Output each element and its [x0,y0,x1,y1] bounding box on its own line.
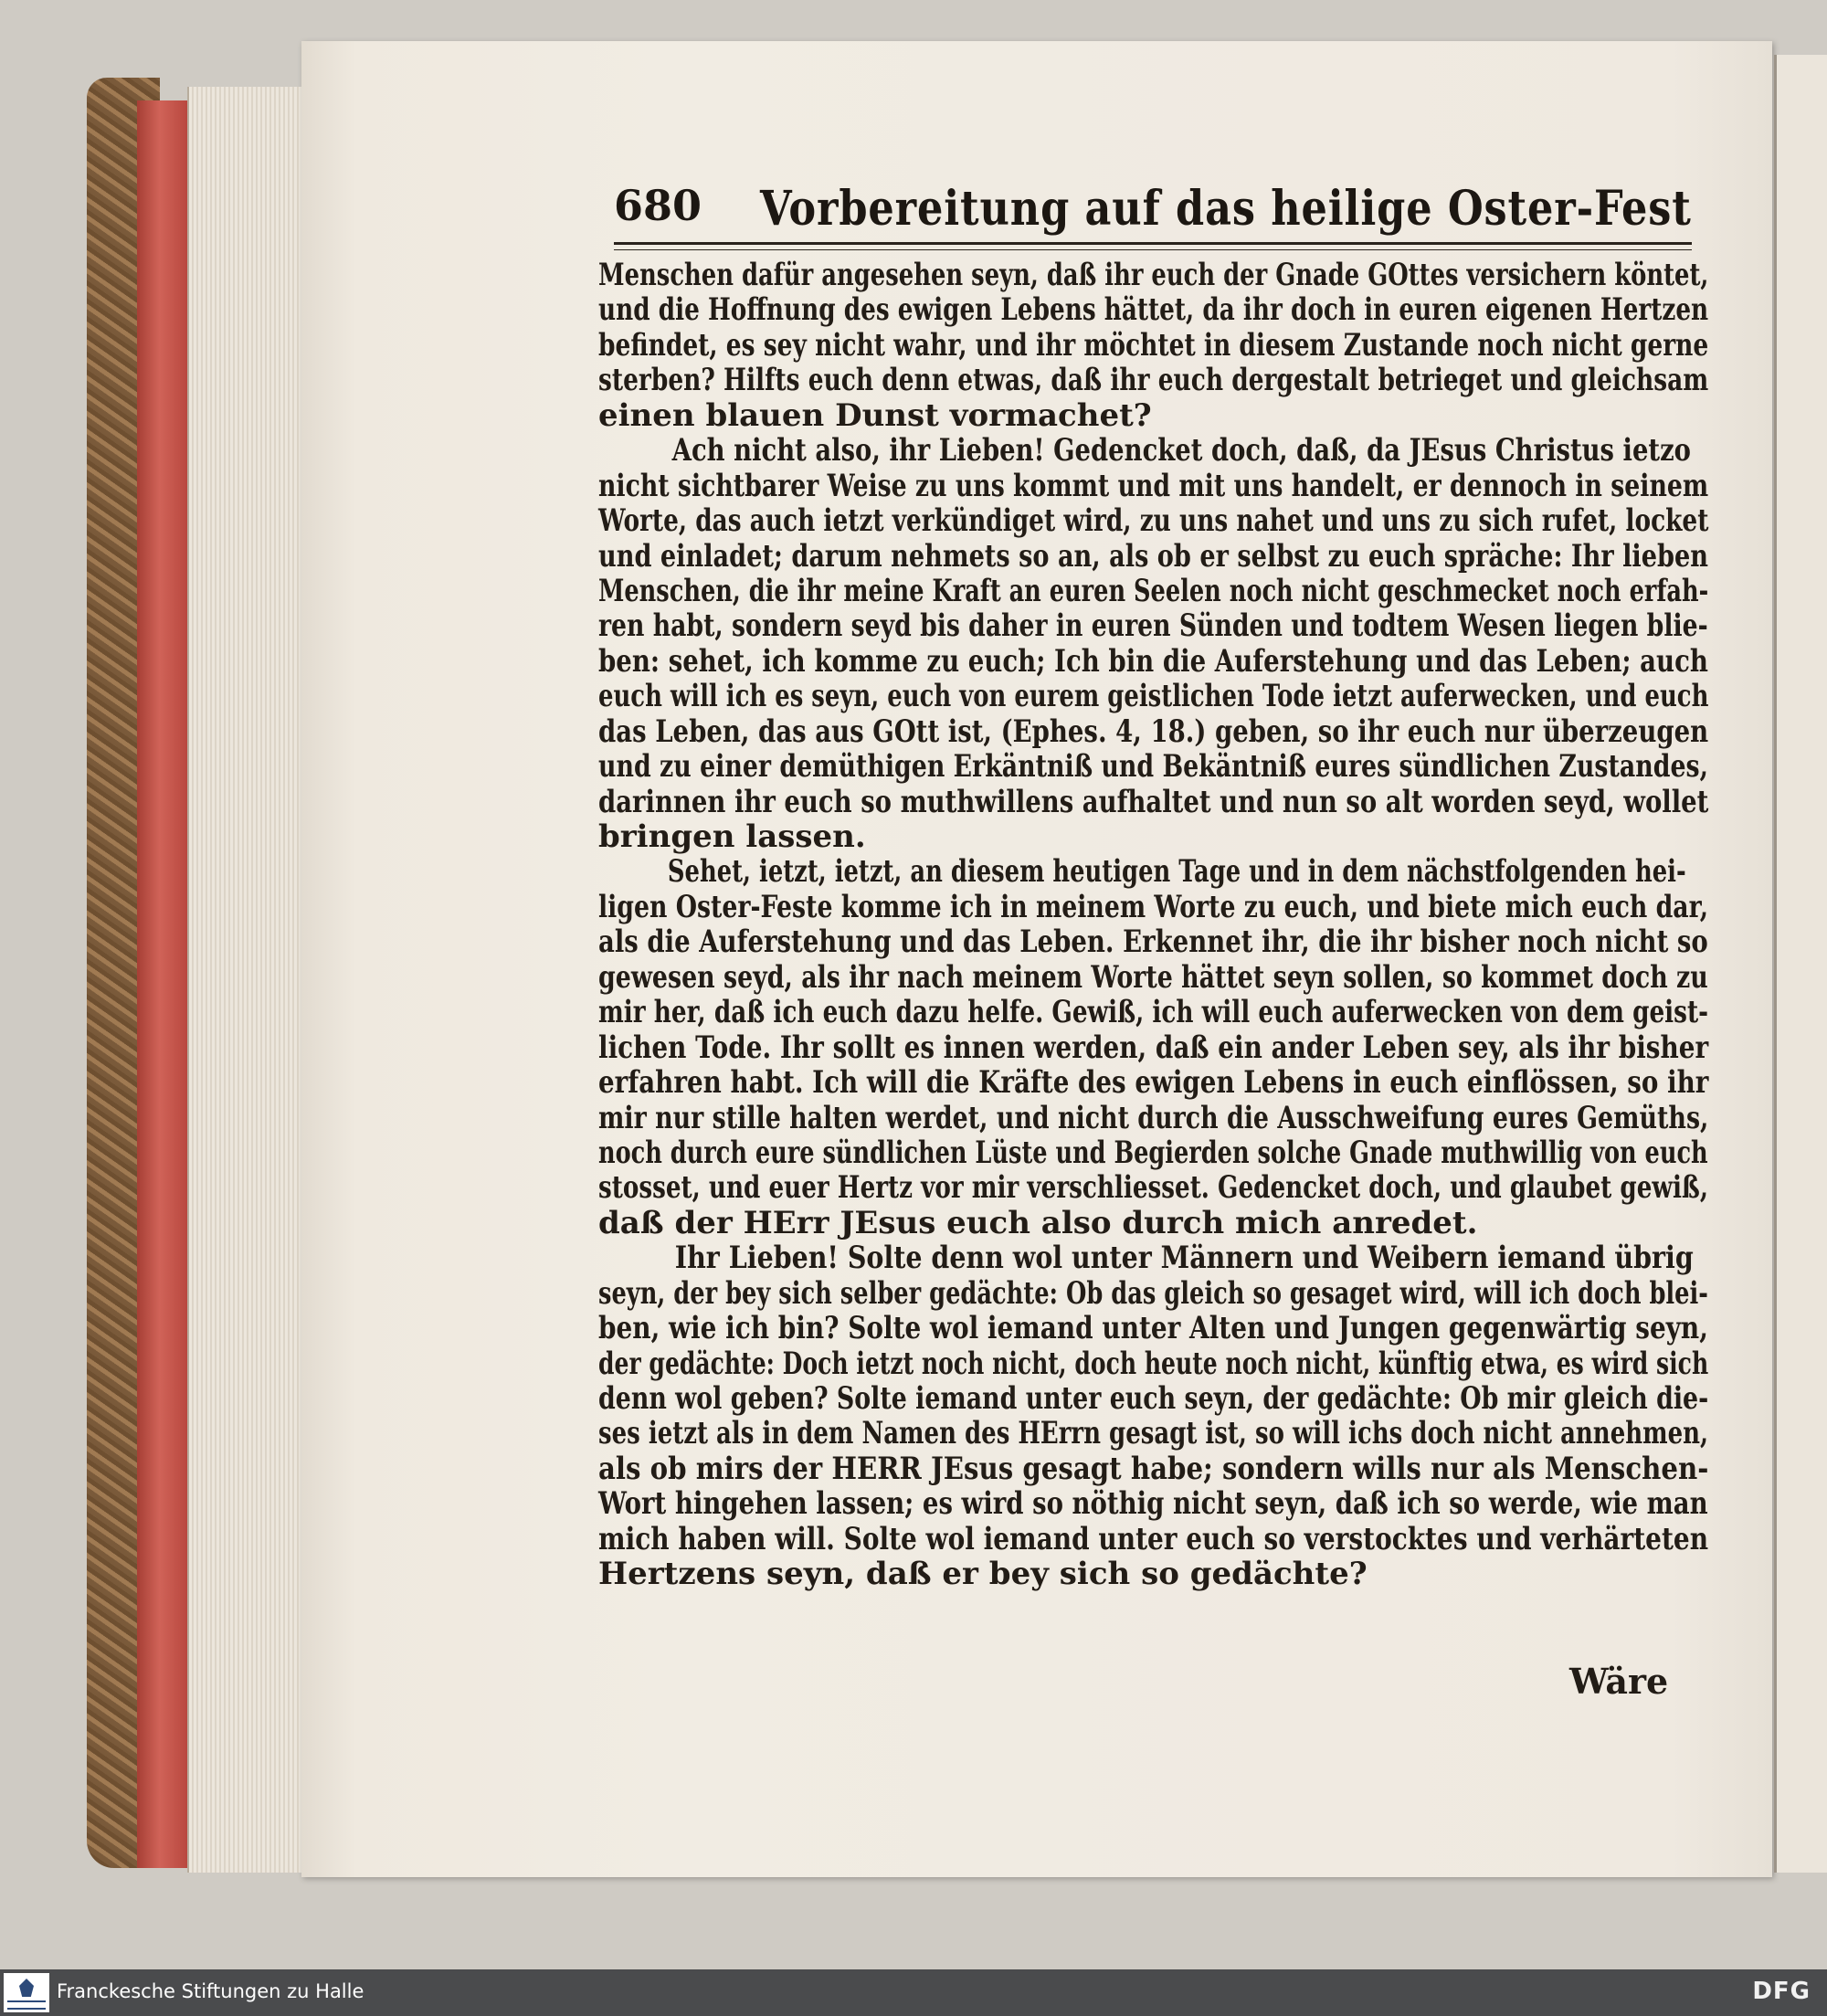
text-line: Ihr Lieben! Solte denn wol unter Männern und Weibern iemand übrig [674,1240,1694,1277]
text-line: und die Hoffnung des ewigen Lebens hättet, da ihr doch in euren eigenen Hertzen [598,291,1709,329]
catchword: Wäre [1569,1661,1669,1702]
text-line: Menschen, die ihr meine Kraft an euren Seelen noch nicht geschmecket noch erfah- [598,572,1709,609]
text-line: ligen Oster-Feste komme ich in meinem Worte zu euch, und biete mich euch dar, [598,888,1709,925]
viewer-footer [0,1969,1827,2016]
text-line: noch durch eure sündlichen Lüste und Begierden solche Gnade muthwillig von euch [598,1134,1708,1171]
text-line: Menschen dafür angesehen seyn, daß ihr euch der Gnade GOttes versichern köntet, [598,257,1709,293]
text-line: ben: sehet, ich komme zu euch; Ich bin die Auferstehung und das Leben; auch [598,642,1708,680]
text-line: einen blauen Dunst vormachet? [598,396,1152,434]
text-line: befindet, es sey nicht wahr, und ihr möchtet in diesem Zustande noch nicht gerne [598,326,1709,364]
page-number: 680 [614,181,702,230]
page-header [614,181,1692,245]
text-line: darinnen ihr euch so muthwillens aufhaltet und nun so alt worden seyd, wollet [598,783,1709,820]
page-stack [187,87,308,1873]
text-line: und zu einer demüthigen Erkäntniß und Bekäntniß eures sündlichen Zustandes, [598,748,1708,786]
text-line: der gedächte: Doch ietzt noch nicht, doch heute noch nicht, künftig etwa, es wird sich [598,1345,1709,1382]
text-line: ses ietzt als in dem Namen des HErrn gesagt ist, so will ichs doch nicht annehmen, [598,1415,1709,1452]
text-line: als ob mirs der HERR JEsus gesagt habe; sondern wills nur als Menschen- [598,1450,1709,1487]
text-line: das Leben, das aus GOtt ist, (Ephes. 4, 18.) geben, so ihr euch nur überzeugen [598,712,1709,750]
text-line: ren habt, sondern seyd bis daher in euren Sünden und todtem Wesen liegen blie- [598,607,1708,645]
text-line: sterben? Hilfts euch denn etwas, daß ihr euch dergestalt betrieget und gleichsam [598,362,1709,399]
text-line: denn wol geben? Solte iemand unter euch seyn, der gedächte: Ob mir gleich die- [598,1380,1709,1417]
facing-page-edge [1774,55,1827,1873]
text-line: Wort hingehen lassen; es wird so nöthig nicht seyn, daß ich so werde, wie man [598,1485,1708,1523]
running-title: Vorbereitung auf das heilige Oster-Fest [760,181,1692,237]
text-line: seyn, der bey sich selber gedächte: Ob das gleich so gesaget wird, will ich doch blei- [598,1274,1708,1312]
text-line: Hertzens seyn, daß er bey sich so gedächte? [598,1556,1368,1593]
franckesche-stiftungen-logo-icon[interactable] [4,1973,49,2012]
logo-mark-icon [19,1979,34,1997]
dfg-logo[interactable]: DFG [1752,1978,1811,2005]
text-line: mich haben will. Solte wol iemand unter euch so verstocktes und verhärteten [598,1520,1709,1557]
text-line: Ach nicht also, ihr Lieben! Gedencket doch, daß, da JEsus Christus ietzo [671,432,1691,470]
text-line: bringen lassen. [598,818,866,855]
red-page-edge [137,100,187,1868]
text-line: stosset, und euer Hertz vor mir verschliesset. Gedencket doch, und glaubet gewiß, [598,1169,1708,1207]
text-line: daß der HErr JEsus euch also durch mich anredet. [598,1204,1478,1241]
text-line: Sehet, ietzt, ietzt, an diesem heutigen Tage und in dem nächstfolgenden hei- [667,853,1686,891]
text-line: lichen Tode. Ihr sollt es innen werden, daß ein ander Leben sey, als ihr bisher [598,1029,1709,1066]
logo-wordmark [7,2000,46,2010]
header-rule [614,242,1692,250]
text-line: euch will ich es seyn, euch von eurem geistlichen Tode ietzt auferwecken, und euch [598,678,1709,715]
text-line: erfahren habt. Ich will die Kräfte des ewigen Lebens in euch einflössen, so ihr [598,1064,1709,1102]
text-line: mir nur stille halten werdet, und nicht durch die Ausschweifung eures Gemüths, [598,1099,1709,1136]
text-line: als die Auferstehung und das Leben. Erkennet ihr, die ihr bisher noch nicht so [598,924,1708,961]
text-line: gewesen seyd, als ihr nach meinem Worte hättet seyn sollen, so kommet doch zu [598,958,1708,996]
text-line: und einladet; darum nehmets so an, als ob er selbst zu euch spräche: Ihr lieben [598,537,1708,575]
text-line: ben, wie ich bin? Solte wol iemand unter Alten und Jungen gegenwärtig seyn, [598,1310,1708,1347]
text-line: Worte, das auch ietzt verkündiget wird, zu uns nahet und uns zu sich rufet, locket [598,502,1709,540]
body-text [598,258,1708,1592]
institution-label[interactable]: Franckesche Stiftungen zu Halle [57,1980,364,2002]
text-line: nicht sichtbarer Weise zu uns kommt und mit uns handelt, er dennoch in seinem [598,467,1709,504]
text-line: mir her, daß ich euch dazu helfe. Gewiß, ich will euch auferwecken von dem geist- [598,994,1708,1031]
